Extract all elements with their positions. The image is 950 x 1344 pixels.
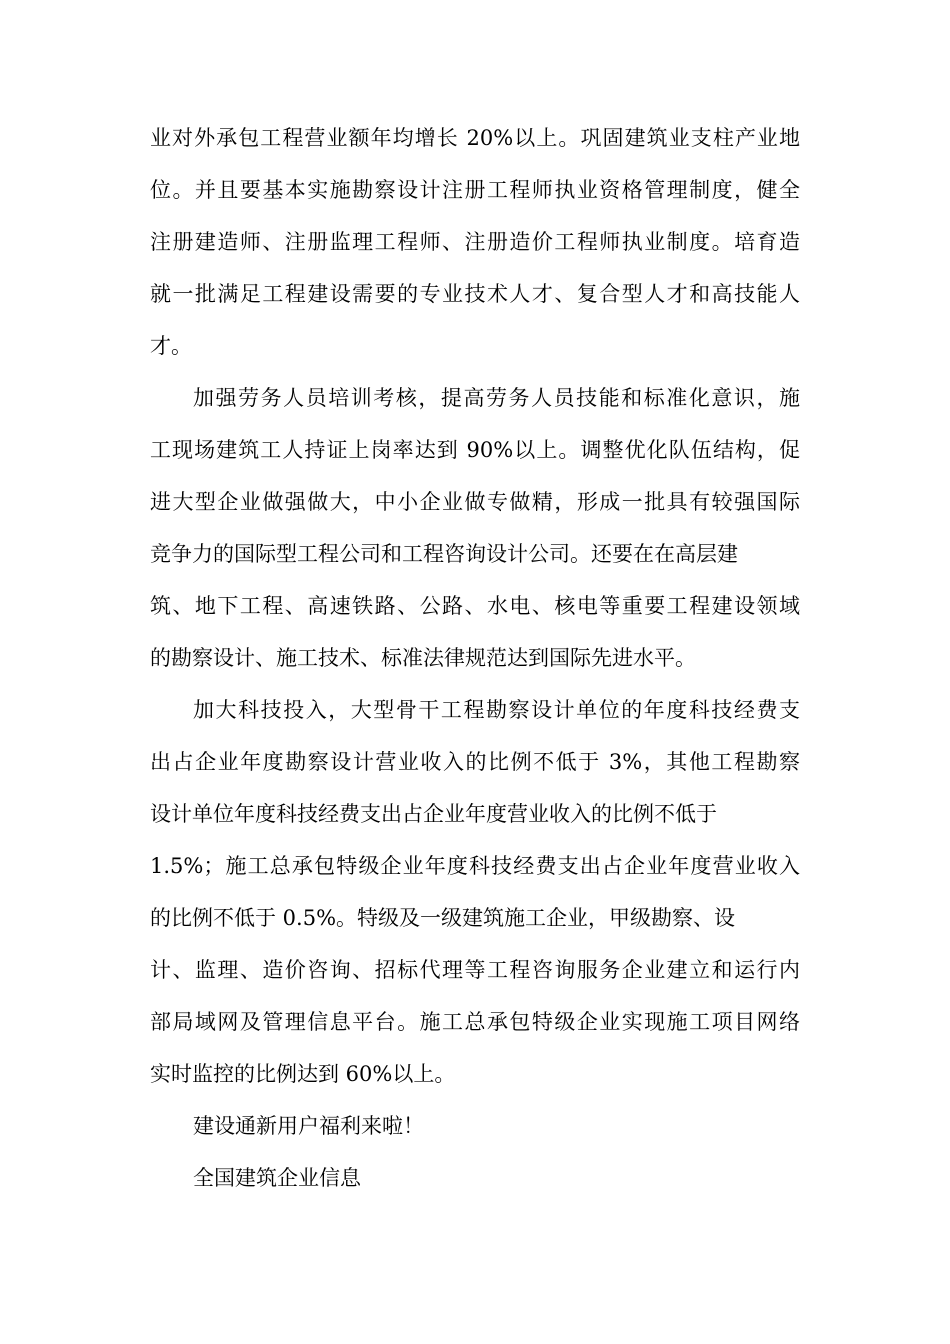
text-line: 的比例不低于 0.5%。特级及一级建筑施工企业，甲级勘察、设 <box>150 906 736 930</box>
text-line: 的勘察设计、施工技术、标准法律规范达到国际先进水平。 <box>150 646 696 670</box>
text-line: 注册建造师、注册监理工程师、注册造价工程师执业制度。培育造 <box>150 230 800 254</box>
text-line: 出占企业年度勘察设计营业收入的比例不低于 3%，其他工程勘察 <box>150 750 800 774</box>
text-line: 全国建筑企业信息 <box>193 1166 361 1190</box>
text-line: 加大科技投入，大型骨干工程勘察设计单位的年度科技经费支 <box>193 698 800 722</box>
paragraph-1 <box>150 112 800 372</box>
text-line: 竞争力的国际型工程公司和工程咨询设计公司。还要在在高层建 <box>150 542 738 566</box>
text-line: 业对外承包工程营业额年均增长 20%以上。巩固建筑业支柱产业地 <box>150 126 800 150</box>
paragraph-3 <box>150 684 800 1100</box>
paragraph-5 <box>150 1152 800 1204</box>
text-line: 设计单位年度科技经费支出占企业年度营业收入的比例不低于 <box>150 802 717 826</box>
text-line: 加强劳务人员培训考核，提高劳务人员技能和标准化意识，施 <box>193 386 800 410</box>
text-line: 部局域网及管理信息平台。施工总承包特级企业实现施工项目网络 <box>150 1010 800 1034</box>
text-line: 进大型企业做强做大，中小企业做专做精，形成一批具有较强国际 <box>150 490 800 514</box>
text-line: 才。 <box>150 334 192 358</box>
text-line: 位。并且要基本实施勘察设计注册工程师执业资格管理制度，健全 <box>150 178 800 202</box>
document-body <box>150 112 800 1204</box>
paragraph-4 <box>150 1100 800 1152</box>
text-line: 就一批满足工程建设需要的专业技术人才、复合型人才和高技能人 <box>150 282 800 306</box>
text-line: 工现场建筑工人持证上岗率达到 90%以上。调整优化队伍结构，促 <box>150 438 800 462</box>
paragraph-2 <box>150 372 800 684</box>
text-line: 筑、地下工程、高速铁路、公路、水电、核电等重要工程建设领域 <box>150 594 800 618</box>
text-line: 建设通新用户福利来啦！ <box>193 1114 424 1138</box>
text-line: 实时监控的比例达到 60%以上。 <box>150 1062 456 1086</box>
text-line: 计、监理、造价咨询、招标代理等工程咨询服务企业建立和运行内 <box>150 958 800 982</box>
text-line: 1.5%；施工总承包特级企业年度科技经费支出占企业年度营业收入 <box>150 854 800 878</box>
